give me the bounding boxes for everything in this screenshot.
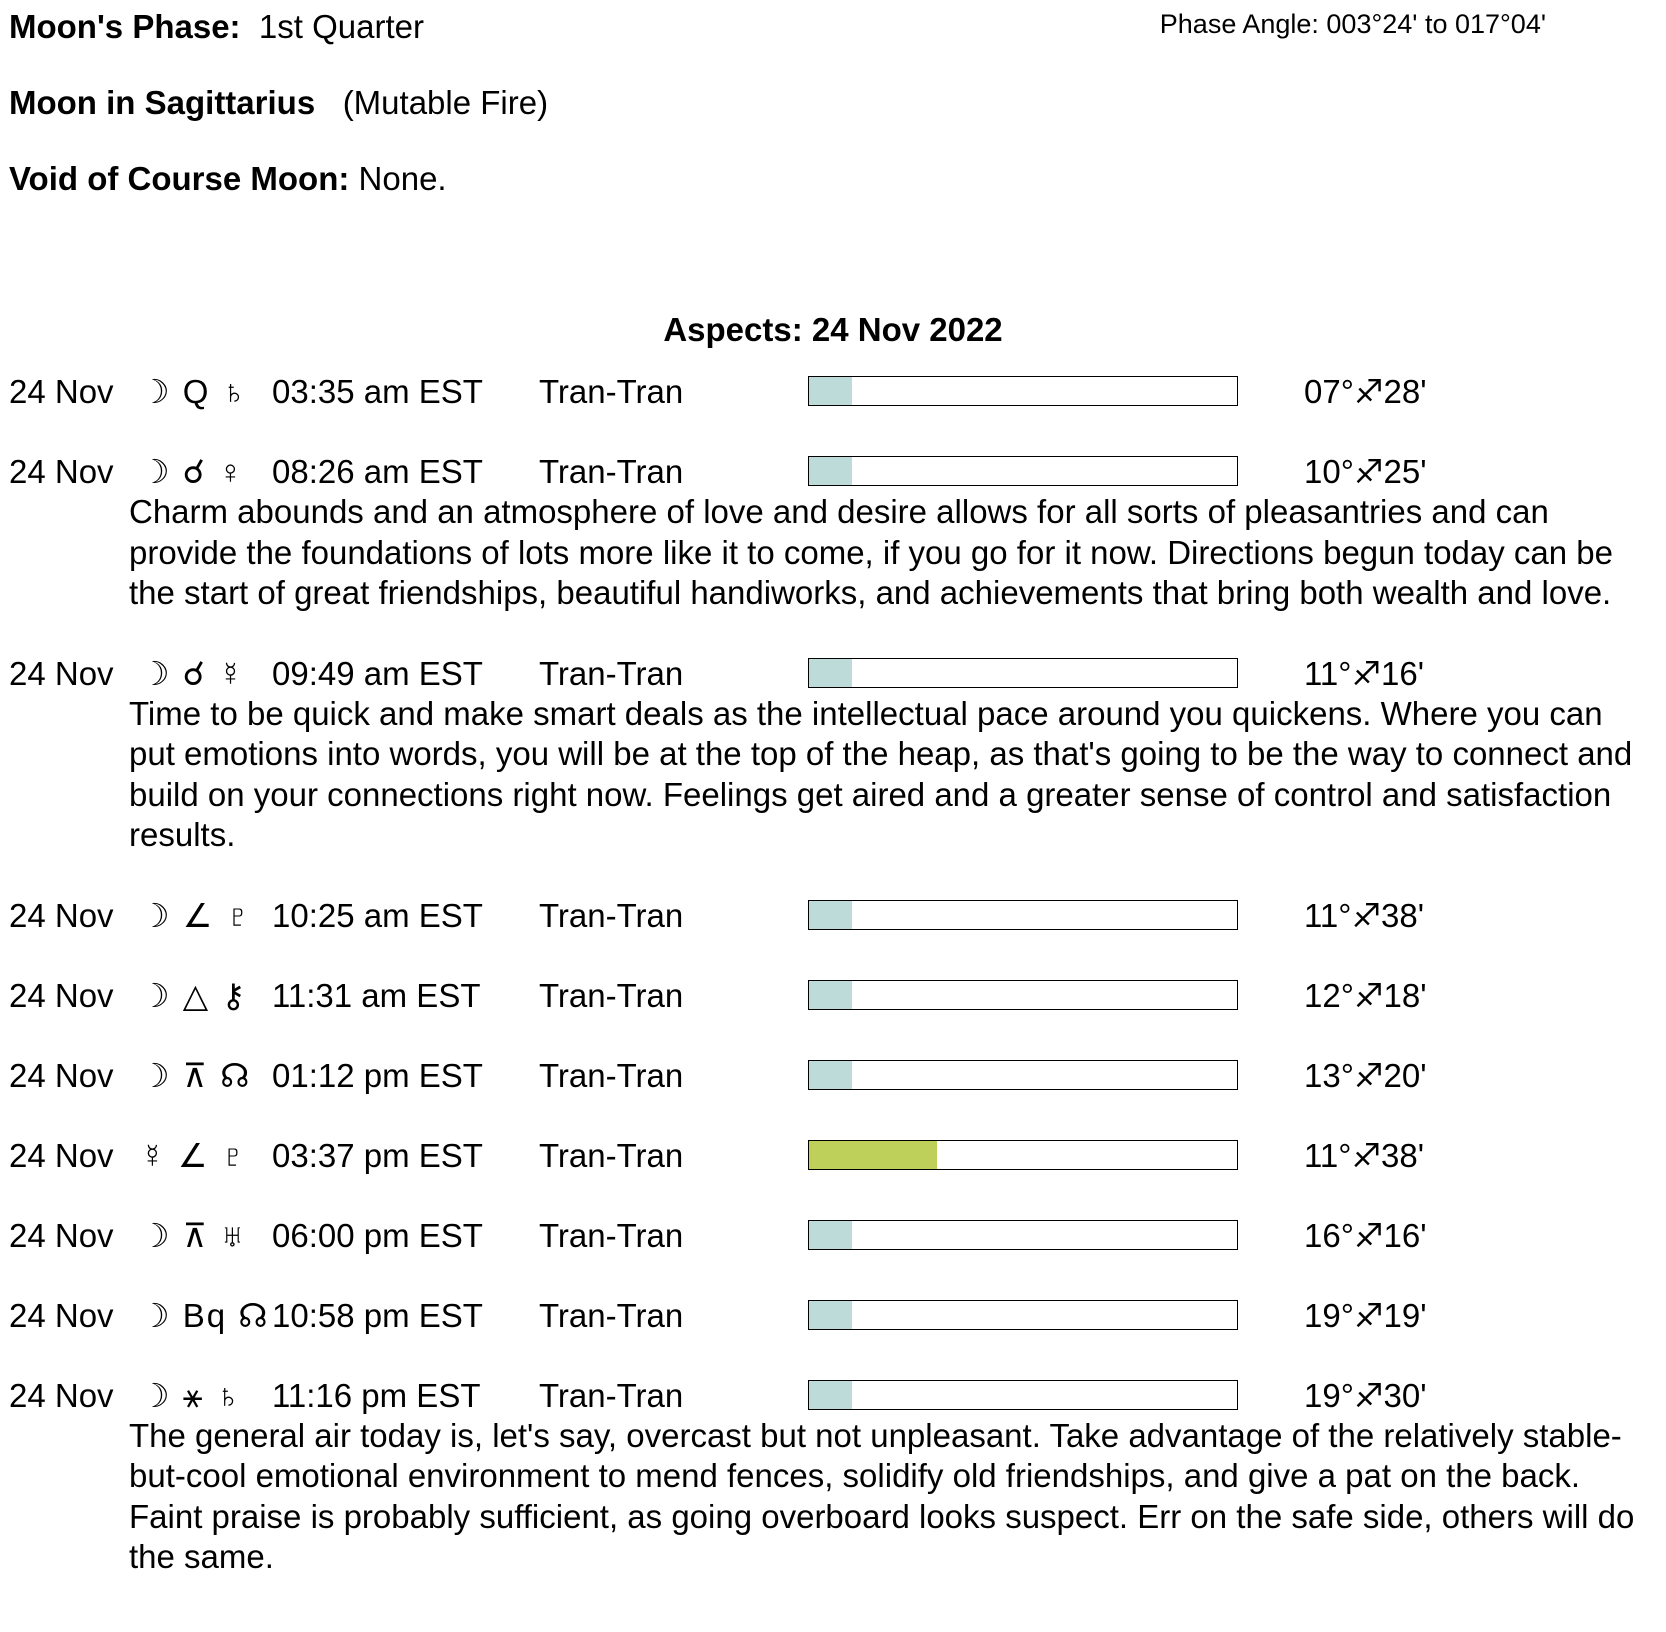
aspect-position: 19°♐30' [1304, 1376, 1427, 1414]
aspect-type: Tran-Tran [539, 1296, 684, 1334]
moon-phase-label: Moon's Phase: [9, 8, 241, 45]
aspect-entry [0, 896, 1666, 936]
strength-bar [808, 1060, 1238, 1090]
aspect-list [0, 372, 1666, 1618]
aspect-row [0, 976, 1666, 1016]
aspect-description: The general air today is, let's say, overcast but not unpleasant. Take advantage of the relatively stable-but-cool emotional environment to mend fences, solidify old friendships, and give a pat on the back. Faint praise is probably sufficient, as going overboard looks suspect. Err on the safe side, others will do the same. [129, 1416, 1635, 1575]
aspect-entry [0, 372, 1666, 412]
aspect-date: 24 Nov [9, 896, 114, 934]
aspect-entry [0, 1216, 1666, 1256]
aspect-date: 24 Nov [9, 1056, 114, 1094]
moon-sign-label: Moon in Sagittarius [9, 84, 316, 121]
aspect-type: Tran-Tran [539, 1216, 684, 1254]
aspect-entry [0, 976, 1666, 1016]
aspect-type: Tran-Tran [539, 1376, 684, 1414]
aspect-entry [0, 452, 1666, 614]
aspect-type: Tran-Tran [539, 453, 684, 490]
aspect-position: 13°♐20' [1304, 1056, 1427, 1094]
strength-bar [808, 376, 1238, 406]
aspect-position: 11°♐16' [1304, 654, 1425, 692]
aspect-time: 11:16 pm EST [272, 1376, 481, 1414]
aspect-time: 11:31 am EST [272, 976, 481, 1014]
aspect-date: 24 Nov [9, 453, 114, 490]
aspect-time: 10:25 am EST [272, 896, 483, 934]
aspect-time: 03:37 pm EST [272, 1136, 483, 1174]
aspect-glyphs: ☿ ∠ ♇ [140, 1136, 248, 1174]
strength-bar-fill [809, 901, 852, 929]
moon-sign-detail: (Mutable Fire) [342, 84, 549, 121]
void-of-course-value: None. [358, 160, 447, 197]
strength-bar [808, 980, 1238, 1010]
aspect-date: 24 Nov [9, 1136, 114, 1174]
aspect-time: 06:00 pm EST [272, 1216, 483, 1254]
aspect-date: 24 Nov [9, 1216, 114, 1254]
strength-bar [808, 1140, 1238, 1170]
aspect-glyphs: ☽ Q ♄ [140, 373, 249, 410]
aspect-position: 11°♐38' [1304, 1136, 1425, 1174]
aspect-position: 16°♐16' [1304, 1216, 1427, 1254]
strength-bar-fill [809, 377, 852, 405]
aspect-type: Tran-Tran [539, 1136, 684, 1174]
aspects-title: Aspects: 24 Nov 2022 [663, 311, 1003, 348]
strength-bar [808, 900, 1238, 930]
aspect-position: 07°♐28' [1304, 373, 1427, 410]
aspect-position: 19°♐19' [1304, 1296, 1427, 1334]
strength-bar-fill [809, 457, 852, 485]
aspect-date: 24 Nov [9, 373, 114, 410]
aspect-row [0, 654, 1666, 694]
aspect-glyphs: ☽ ☌ ☿ [140, 654, 245, 692]
aspect-time: 01:12 pm EST [272, 1056, 483, 1094]
strength-bar-fill [809, 659, 852, 687]
aspect-glyphs: ☽ ☌ ♀ [140, 453, 245, 490]
aspect-entry [0, 654, 1666, 856]
aspect-glyphs: ☽ ⊼ ♅ [140, 1216, 247, 1254]
strength-bar-fill [809, 1301, 852, 1329]
aspect-time: 10:58 pm EST [272, 1296, 483, 1334]
aspect-row [0, 372, 1666, 412]
aspect-date: 24 Nov [9, 1296, 114, 1334]
aspect-glyphs: ☽ ⊼ ☊ [140, 1056, 252, 1094]
aspect-row [0, 1376, 1666, 1416]
aspect-date: 24 Nov [9, 1376, 114, 1414]
aspect-glyphs: ☽ ⚹ ♄ [140, 1376, 243, 1414]
strength-bar [808, 1380, 1238, 1410]
aspect-date: 24 Nov [9, 976, 114, 1014]
aspect-entry [0, 1056, 1666, 1096]
phase-angle: Phase Angle: 003°24' to 017°04' [1159, 9, 1546, 39]
strength-bar [808, 1220, 1238, 1250]
aspect-entry [0, 1376, 1666, 1578]
aspect-glyphs: ☽ Bq ☊ [140, 1296, 270, 1334]
strength-bar-fill [809, 981, 852, 1009]
aspect-type: Tran-Tran [539, 373, 684, 410]
void-of-course-label: Void of Course Moon: [9, 160, 350, 197]
strength-bar-fill [809, 1141, 937, 1169]
strength-bar-fill [809, 1381, 852, 1409]
aspect-position: 11°♐38' [1304, 896, 1425, 934]
aspect-row [0, 1216, 1666, 1256]
aspect-type: Tran-Tran [539, 976, 684, 1014]
aspect-position: 10°♐25' [1304, 453, 1427, 490]
aspect-row [0, 896, 1666, 936]
aspect-row [0, 1056, 1666, 1096]
strength-bar [808, 658, 1238, 688]
void-of-course-line [9, 159, 447, 199]
aspect-description: Time to be quick and make smart deals as the intellectual pace around you quickens. Where you can put emotions into words, you will be at the top of the heap, as that's going to be the way to connect and build on your connections right now. Feelings get aired and a greater sense of control and satisfaction results. [129, 694, 1633, 853]
moon-phase-line [9, 7, 424, 47]
strength-bar-fill [809, 1061, 852, 1089]
aspect-description: Charm abounds and an atmosphere of love and desire allows for all sorts of pleasantries and can provide the foundations of lots more like it to come, if you go for it now. Directions begun today can be the start of great friendships, beautiful handiworks, and achievements that bring both wealth and love. [129, 493, 1614, 611]
aspect-entry [0, 1136, 1666, 1176]
moon-phase-value: 1st Quarter [258, 8, 424, 45]
strength-bar-fill [809, 1221, 852, 1249]
aspect-glyphs: ☽ ∠ ♇ [140, 896, 253, 934]
aspect-time: 03:35 am EST [272, 373, 483, 410]
aspect-position: 12°♐18' [1304, 976, 1427, 1014]
moon-sign-line [9, 83, 548, 123]
aspect-type: Tran-Tran [539, 896, 684, 934]
strength-bar [808, 456, 1238, 486]
aspect-type: Tran-Tran [539, 654, 684, 692]
aspect-glyphs: ☽ △ ⚷ [140, 976, 248, 1014]
strength-bar [808, 1300, 1238, 1330]
aspect-row [0, 1136, 1666, 1176]
aspect-row [0, 1296, 1666, 1336]
aspect-time: 08:26 am EST [272, 453, 483, 490]
aspect-date: 24 Nov [9, 654, 114, 692]
aspect-type: Tran-Tran [539, 1056, 684, 1094]
aspect-entry [0, 1296, 1666, 1336]
aspect-row [0, 452, 1666, 492]
aspect-time: 09:49 am EST [272, 654, 483, 692]
